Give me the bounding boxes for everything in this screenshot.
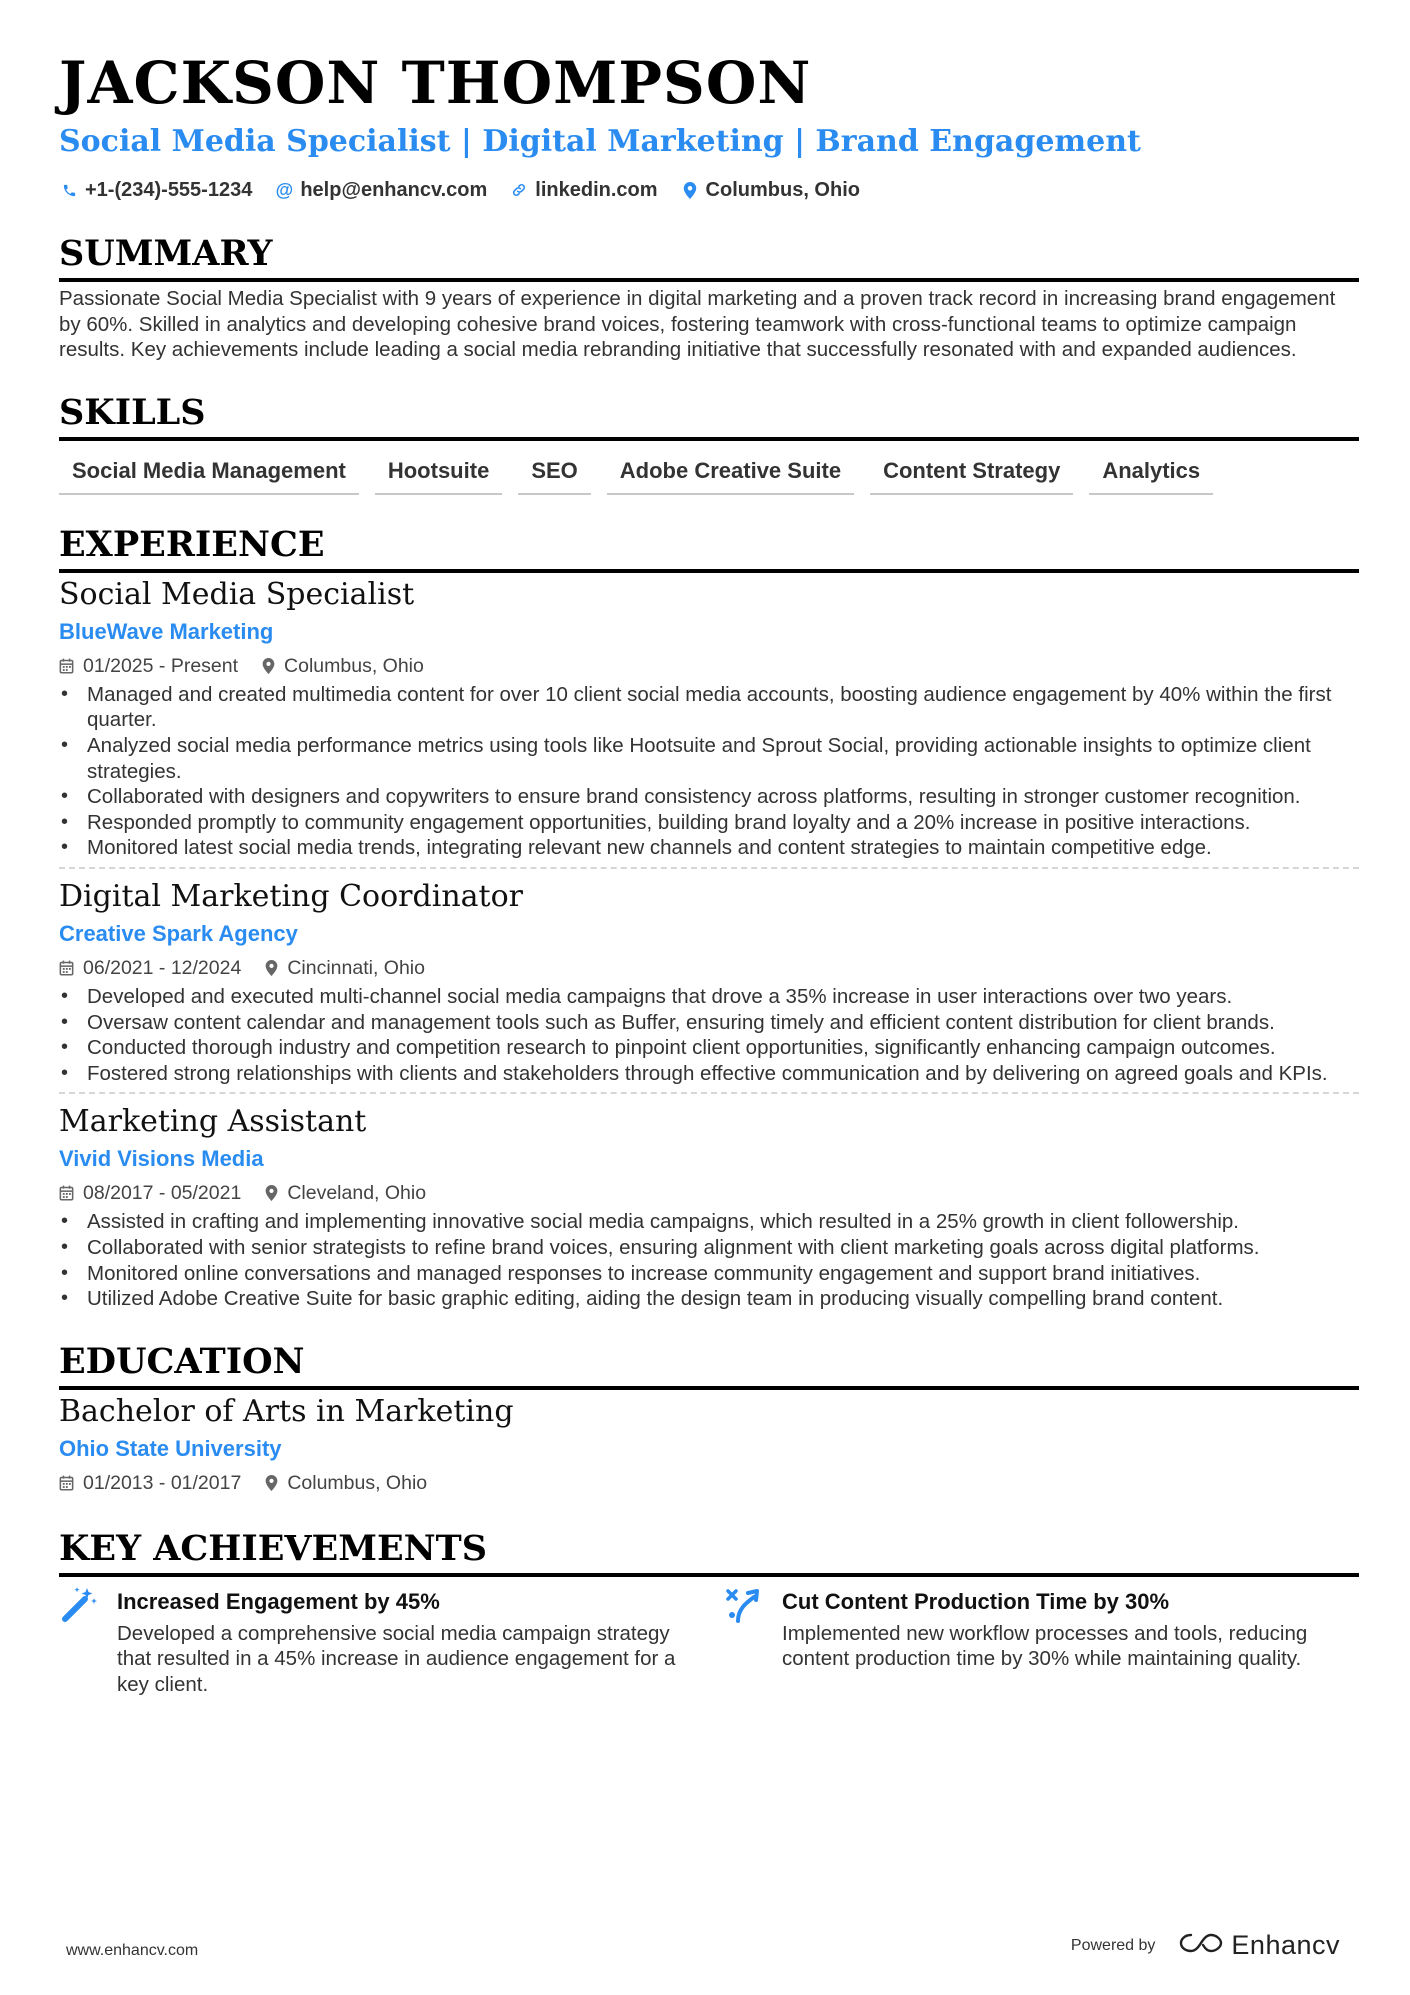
job-bullet: • Fostered strong relationships with clients and stakeholders through effective communication and by delivering on agreed goals and KPIs.: [87, 1061, 1359, 1087]
skills-section: [59, 391, 1359, 495]
education-school: Ohio State University: [59, 1435, 282, 1461]
phone-icon: [59, 183, 79, 198]
achievement-desc: Developed a comprehensive social media campaign strategy that resulted in a 45% increase in audience engagement for a key client.: [117, 1621, 676, 1696]
summary-title: SUMMARY: [59, 232, 1359, 282]
enhancv-logo[interactable]: [1179, 1930, 1340, 1961]
job-bullets: [59, 1209, 1359, 1311]
contact-location-text: Columbus, Ohio: [705, 178, 860, 201]
contact-email-text: help@enhancv.com: [300, 178, 488, 201]
job-bullet: • Monitored online conversations and managed responses to increase community engagement and support brand initiatives.: [87, 1261, 1359, 1287]
job-location: [265, 1179, 426, 1207]
job-role: Social Media Specialist: [59, 576, 415, 612]
contact-email[interactable]: [274, 179, 487, 202]
calendar-icon: [59, 1475, 74, 1491]
link-icon: [509, 182, 529, 198]
job-location-text: Cincinnati, Ohio: [287, 956, 425, 979]
job-bullet: • Conducted thorough industry and competition research to pinpoint client opportunities, significantly enhancing campaign outcomes.: [87, 1035, 1359, 1061]
summary-text: Passionate Social Media Specialist with 9 years of experience in digital marketing and a proven track record in increasing brand engagement by 60%. Skilled in analytics and developing cohesive brand voices, fostering teamwork with cross-functional teams to optimize campaign results. Key achievements include leading a social media rebranding initiative that successfully resonated with and expanded audiences.: [59, 287, 1336, 362]
job-bullet: • Assisted in crafting and implementing innovative social media campaigns, which resulted in a 25% growth in client followership.: [87, 1209, 1359, 1235]
candidate-headline: Social Media Specialist | Digital Marketing | Brand Engagement: [59, 124, 1141, 159]
footer-website[interactable]: www.enhancv.com: [66, 1942, 199, 1959]
achievement-item: [59, 1587, 694, 1698]
job-dates: [59, 652, 238, 680]
job-dates: [59, 1179, 241, 1207]
education-degree: Bachelor of Arts in Marketing: [59, 1393, 514, 1429]
skills-list: [59, 453, 1359, 495]
skills-title: SKILLS: [59, 391, 1359, 441]
achievement-desc: Implemented new workflow processes and tools, reducing content production time by 30% while maintaining quality.: [782, 1621, 1308, 1671]
achievement-body: [782, 1587, 1359, 1698]
job-divider: [59, 867, 1359, 869]
achievement-title: Cut Content Production Time by 30%: [782, 1588, 1170, 1614]
enhancv-logo-text: Enhancv: [1231, 1930, 1340, 1960]
candidate-name: JACKSON THOMPSON: [59, 49, 812, 117]
job-bullet: • Collaborated with senior strategists to refine brand voices, ensuring alignment with client marketing goals across digital platforms.: [87, 1235, 1359, 1261]
achievements-list: [59, 1587, 1359, 1698]
job-bullet: • Monitored latest social media trends, integrating relevant new channels and content strategies to maintain competitive edge.: [87, 835, 1359, 861]
summary-section: [59, 232, 1359, 363]
education-location: [265, 1469, 427, 1497]
contact-phone-text: +1-(234)-555-1234: [85, 178, 253, 201]
job-bullet: • Managed and created multimedia content for over 10 client social media accounts, boosting audience engagement by 40% within the first quarter.: [87, 682, 1359, 733]
job-bullet: • Responded promptly to community engagement opportunities, building brand loyalty and a 20% increase in positive interactions.: [87, 810, 1359, 836]
job-role: Digital Marketing Coordinator: [59, 878, 523, 914]
location-pin-icon: [262, 658, 275, 674]
location-pin-icon: [265, 1475, 278, 1491]
job-bullet: • Oversaw content calendar and management tools such as Buffer, ensuring timely and efficient content distribution for client brands.: [87, 1010, 1359, 1036]
contact-phone[interactable]: [59, 179, 252, 202]
education-dates-text: 01/2013 - 01/2017: [83, 1471, 242, 1494]
at-sign-icon: @: [275, 179, 294, 200]
education-title: EDUCATION: [59, 1340, 1359, 1390]
contact-linkedin-text: linkedin.com: [535, 178, 658, 201]
education-section: [59, 1340, 1359, 1497]
footer-branding: [1071, 1930, 1340, 1961]
job-bullet: • Utilized Adobe Creative Suite for basic graphic editing, aiding the design team in producing visually compelling brand content.: [87, 1286, 1359, 1312]
skill-tag: SEO: [518, 453, 590, 495]
job-dates-text: 06/2021 - 12/2024: [83, 956, 242, 979]
magic-wand-icon: [59, 1585, 99, 1625]
achievement-item: [724, 1587, 1359, 1698]
job-dates-text: 01/2025 - Present: [83, 654, 239, 677]
contact-linkedin[interactable]: [509, 179, 657, 202]
job-bullet: • Analyzed social media performance metrics using tools like Hootsuite and Sprout Social, providing actionable insights to optimize client strategies.: [87, 733, 1359, 784]
job-divider: [59, 1092, 1359, 1094]
job-dates: [59, 954, 241, 982]
contact-bar: [59, 176, 1359, 204]
calendar-icon: [59, 658, 74, 674]
resume-content: [59, 48, 1359, 1697]
education-location-text: Columbus, Ohio: [287, 1471, 428, 1494]
achievements-section: [59, 1527, 1359, 1698]
job-dates-text: 08/2017 - 05/2021: [83, 1182, 242, 1205]
job-location-text: Columbus, Ohio: [284, 654, 424, 677]
job-bullet: • Developed and executed multi-channel social media campaigns that drove a 35% increase in user interactions over two years.: [87, 984, 1359, 1010]
skill-tag: Social Media Management: [59, 453, 359, 495]
achievements-title: KEY ACHIEVEMENTS: [59, 1527, 1359, 1577]
job-bullet: • Collaborated with designers and copywriters to ensure brand consistency across platforms, resulting in stronger customer recognition.: [87, 784, 1359, 810]
education-dates: [59, 1469, 241, 1497]
experience-title: EXPERIENCE: [59, 523, 1359, 573]
education-meta: [59, 1469, 1359, 1497]
job-location: [265, 954, 425, 982]
location-pin-icon: [265, 960, 278, 976]
skill-tag: Analytics: [1089, 453, 1213, 495]
enhancv-logo-icon: [1179, 1930, 1223, 1961]
calendar-icon: [59, 960, 74, 976]
location-pin-icon: [680, 182, 700, 199]
job-location: [262, 652, 424, 680]
skill-tag: Adobe Creative Suite: [607, 453, 854, 495]
job-company: BlueWave Marketing: [59, 618, 274, 644]
contact-location: [680, 179, 860, 202]
experience-section: [59, 523, 1359, 1312]
achievement-title: Increased Engagement by 45%: [117, 1588, 440, 1614]
job-meta: [59, 954, 1359, 982]
skill-tag: Content Strategy: [870, 453, 1073, 495]
strategy-icon: [724, 1585, 764, 1625]
powered-by-label: Powered by: [1070, 1936, 1156, 1954]
achievement-body: [117, 1587, 694, 1698]
job-company: Creative Spark Agency: [59, 920, 298, 946]
job-bullets: [59, 984, 1359, 1086]
job-meta: [59, 1179, 1359, 1207]
job-role: Marketing Assistant: [59, 1104, 367, 1140]
location-pin-icon: [265, 1185, 278, 1201]
calendar-icon: [59, 1185, 74, 1201]
job-meta: [59, 652, 1359, 680]
job-entry: [59, 1102, 1359, 1311]
job-location-text: Cleveland, Ohio: [287, 1182, 427, 1205]
job-entry: [59, 575, 1359, 869]
job-entry: [59, 877, 1359, 1094]
job-bullets: [59, 682, 1359, 861]
skill-tag: Hootsuite: [375, 453, 502, 495]
job-company: Vivid Visions Media: [59, 1146, 264, 1172]
